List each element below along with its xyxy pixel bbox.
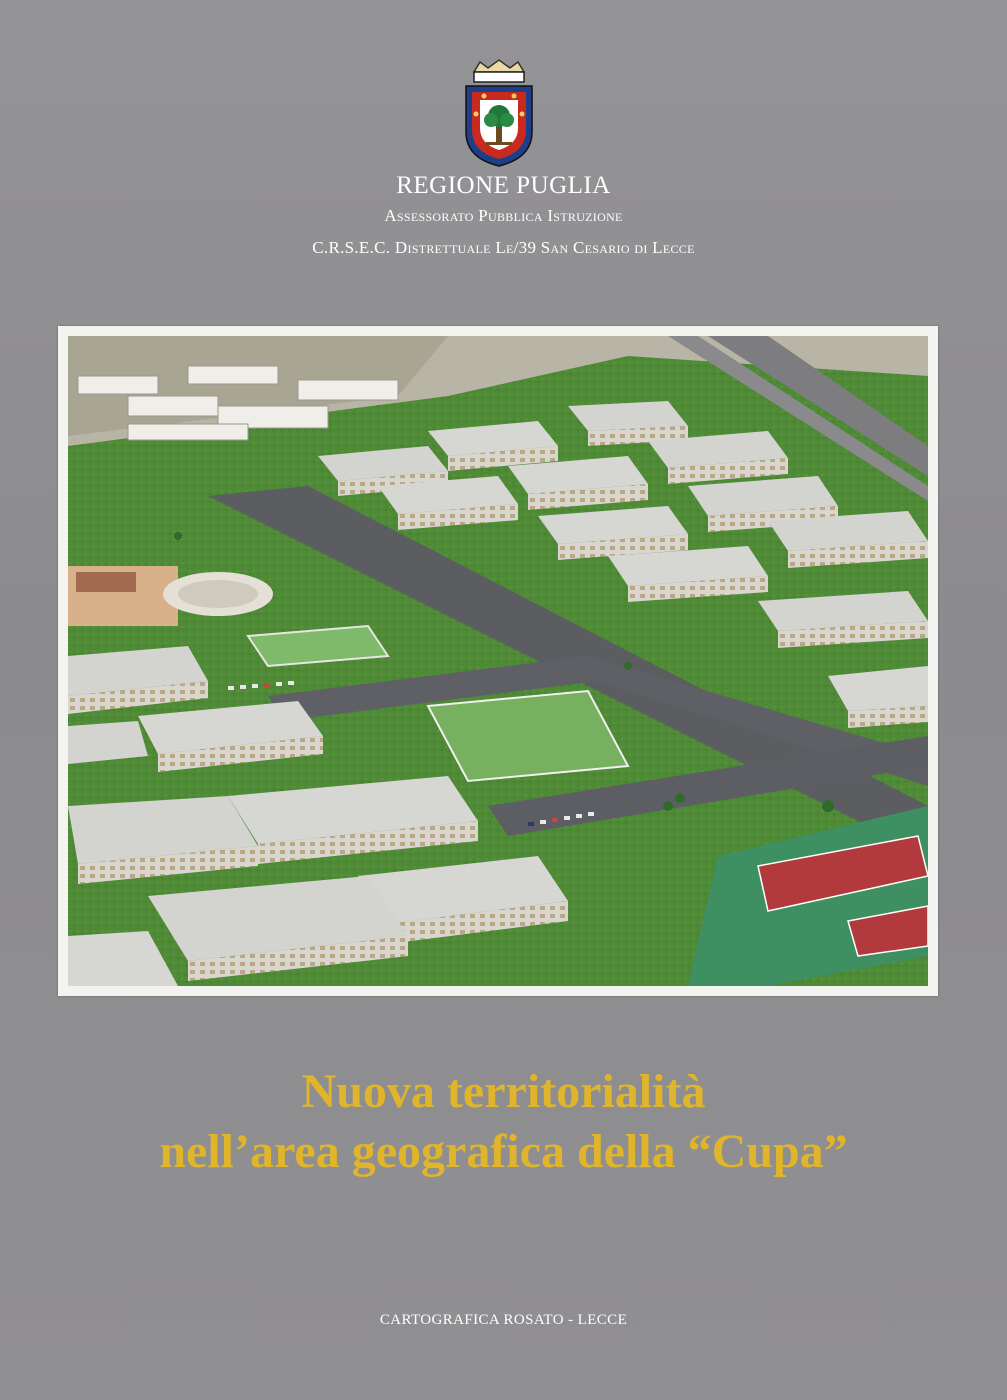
department-name: Assessorato Pubblica Istruzione [384,206,623,225]
office-name: C.R.S.E.C. Distrettuale Le/39 San Cesario di Lecce [312,238,695,257]
title-line-2: nell’area geografica della “Cupa” [159,1125,848,1178]
publisher-name: CARTOGRAFICA ROSATO - LECCE [379,1312,628,1328]
aerial-photo [68,336,928,986]
title-line-1: Nuova territorialità [301,1065,706,1118]
regional-coat-of-arms-icon [460,58,538,168]
region-name: REGIONE PUGLIA [396,172,611,199]
aerial-photo-illustration [68,336,928,986]
